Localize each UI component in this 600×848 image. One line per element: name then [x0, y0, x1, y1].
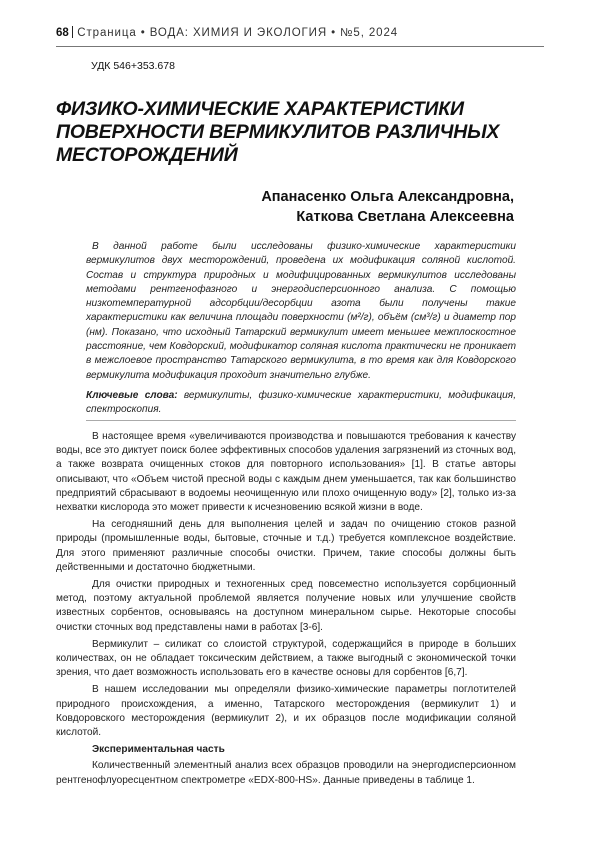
udk-code: УДК 546+353.678 [91, 60, 175, 72]
keywords-rule [86, 420, 516, 421]
authors [261, 188, 514, 227]
article-body [56, 430, 516, 791]
page-number: 68 [56, 27, 69, 39]
running-header [56, 26, 398, 39]
journal-running-title: Страница • ВОДА: ХИМИЯ И ЭКОЛОГИЯ • №5, 2024 [77, 27, 399, 39]
body-paragraph: В настоящее время «увеличиваются производства и повышаются требования к качеству воды, все это диктует поиск более эффективных способов удаления загрязнений из сточных вод, а также возврата очищенных стоков для повторного использования» [1]. В статье авторы описывают, что «Объем чистой пресной воды с каждым днем уменьшается, так как большинство предприятий сбрасывают в водоемы неочищенную или плохо очищенную воду» [2], только из-за нехватки кислорода это может привести к исчезновению всякой жизни в воде. [56, 431, 516, 514]
author-1: Апанасенко Ольга Александровна, [261, 189, 514, 205]
keywords-text: вермикулиты, физико-химические характеристики, модификация, спектроскопия. [86, 390, 516, 416]
title-line: ПОВЕРХНОСТИ ВЕРМИКУЛИТОВ РАЗЛИЧНЫХ [56, 121, 500, 143]
body-paragraph: Вермикулит – силикат со слоистой структурой, содержащийся в природе в больших количествах, он не обладает токсическим действием, а также выгодный с экономической точки зрения, что дает возможность использовать его в качестве основы для сорбентов [6,7]. [56, 638, 516, 679]
header-separator [72, 26, 74, 38]
title-line: МЕСТОРОЖДЕНИЙ [56, 144, 238, 166]
abstract: В данной работе были исследованы физико-химические характеристики вермикулитов двух месторождений, проведена их модификация соляной кислотой. Состав и структура природных и модифицированных вермикулитов исследованы методами рентгенофазного и энергодисперсионного анализа. С помощью низкотемпературной адсорбции/десорбции азота были получены такие характеристики как величина площади поверхности (м²/г), объём (см³/г) и диаметр пор (нм). Показано, что исходный Татарский вермикулит имеет меньшее межплоскостное расстояние, чем Ковдорский, модификатор соляная кислота практически не проникает в межслоевое пространство Татарского вермикулита, в то время как для Ковдорского вермикулита модификация проходит значительно глубже. [86, 241, 516, 381]
keywords [86, 389, 516, 418]
section-heading: Экспериментальная часть [92, 744, 225, 756]
title-line: ФИЗИКО-ХИМИЧЕСКИЕ ХАРАКТЕРИСТИКИ [56, 98, 464, 120]
author-2: Каткова Светлана Алексеевна [296, 208, 514, 225]
body-paragraph: В нашем исследовании мы определяли физико-химические параметры поглотителей природного происхождения, а именно, Татарского месторождения (вермикулит 1) и Ковдоровского месторождения (вермикулит 2), и их образцов после модификации соляной кислотой. [56, 684, 516, 739]
article-title [56, 98, 500, 167]
keywords-label: Ключевые слова: [86, 390, 178, 401]
header-rule [56, 46, 544, 47]
body-paragraph: Для очистки природных и техногенных сред повсеместно используется сорбционный метод, поэтому актуальной проблемой является получение новых или улучшение свойств известных сорбентов, основываясь на доступном минеральном сырье. Некоторые способы очистки сточных вод представлены нами в работах [3-6]. [56, 579, 516, 633]
body-paragraph: Количественный элементный анализ всех образцов проводили на энергодисперсионном рентгенофлуоресцентном спектрометре «EDX-800-HS». Данные приведены в таблице 1. [56, 760, 516, 786]
body-paragraph: На сегодняшний день для выполнения целей и задач по очищению стоков разной природы (промышленные воды, бытовые, сточные и т.д.) требуется комплексное воздействие. Для этого применяют различные способы очистки. Причем, такие способы должны быть действенными и достаточно бюджетными. [56, 519, 516, 573]
